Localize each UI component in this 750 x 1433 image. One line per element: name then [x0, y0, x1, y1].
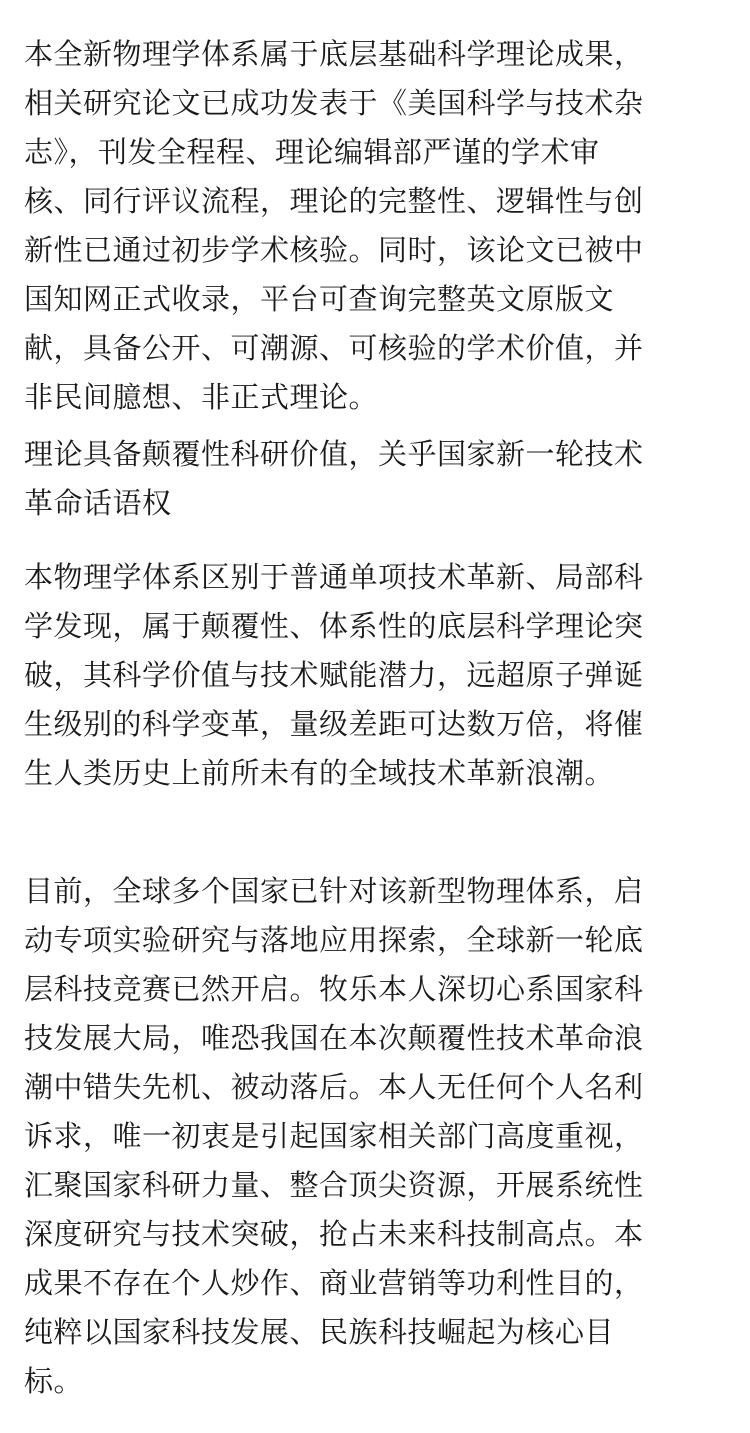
text-line: 技发展大局，唯恐我国在本次颠覆性技术革命浪: [24, 1021, 644, 1055]
text-line: 国知网正式收录，平台可查询完整英文原版文: [24, 282, 615, 316]
paragraph-current-situation: [24, 867, 734, 1406]
text-line: 标。: [24, 1364, 84, 1398]
text-line: 志》，刊发全程程、理论编辑部严谨的学术审: [24, 135, 600, 169]
text-line: 破，其科学价值与技术赋能潜力，远超原子弹诞: [24, 658, 644, 692]
text-line: 理论具备颠覆性科研价值，关乎国家新一轮技术: [24, 437, 644, 471]
text-line: 汇聚国家科研力量、整合顶尖资源，开展系统性: [24, 1168, 644, 1202]
paragraph-value: [24, 553, 734, 798]
text-line: 本全新物理学体系属于底层基础科学理论成果，: [24, 37, 644, 71]
text-line: 革命话语权: [24, 486, 172, 520]
text-line: 层科技竞赛已然开启。牧乐本人深切心系国家科: [24, 972, 644, 1006]
text-line: 本物理学体系区别于普通单项技术革新、局部科: [24, 560, 644, 594]
text-line: 相关研究论文已成功发表于《美国科学与技术杂: [24, 86, 644, 120]
text-line: 诉求，唯一初衷是引起国家相关部门高度重视，: [24, 1119, 644, 1153]
text-line: 动专项实验研究与落地应用探索，全球新一轮底: [24, 923, 644, 957]
text-line: 潮中错失先机、被动落后。本人无任何个人名利: [24, 1070, 644, 1104]
text-line: 新性已通过初步学术核验。同时，该论文已被中: [24, 233, 644, 267]
text-line: 目前，全球多个国家已针对该新型物理体系，启: [24, 874, 644, 908]
text-line: 深度研究与技术突破，抢占未来科技制高点。本: [24, 1217, 644, 1251]
text-line: 学发现，属于颠覆性、体系性的底层科学理论突: [24, 609, 644, 643]
text-line: 核、同行评议流程，理论的完整性、逻辑性与创: [24, 184, 644, 218]
text-line: 生人类历史上前所未有的全域技术革新浪潮。: [24, 756, 615, 790]
text-line: 非民间臆想、非正式理论。: [24, 380, 379, 414]
paragraph-heading: [24, 430, 734, 528]
paragraph-publication: [24, 30, 734, 422]
text-line: 纯粹以国家科技发展、民族科技崛起为核心目: [24, 1315, 615, 1349]
text-line: 生级别的科学变革，量级差距可达数万倍，将催: [24, 707, 644, 741]
text-line: 成果不存在个人炒作、商业营销等功利性目的，: [24, 1266, 644, 1300]
text-line: 献，具备公开、可潮源、可核验的学术价值，并: [24, 331, 644, 365]
